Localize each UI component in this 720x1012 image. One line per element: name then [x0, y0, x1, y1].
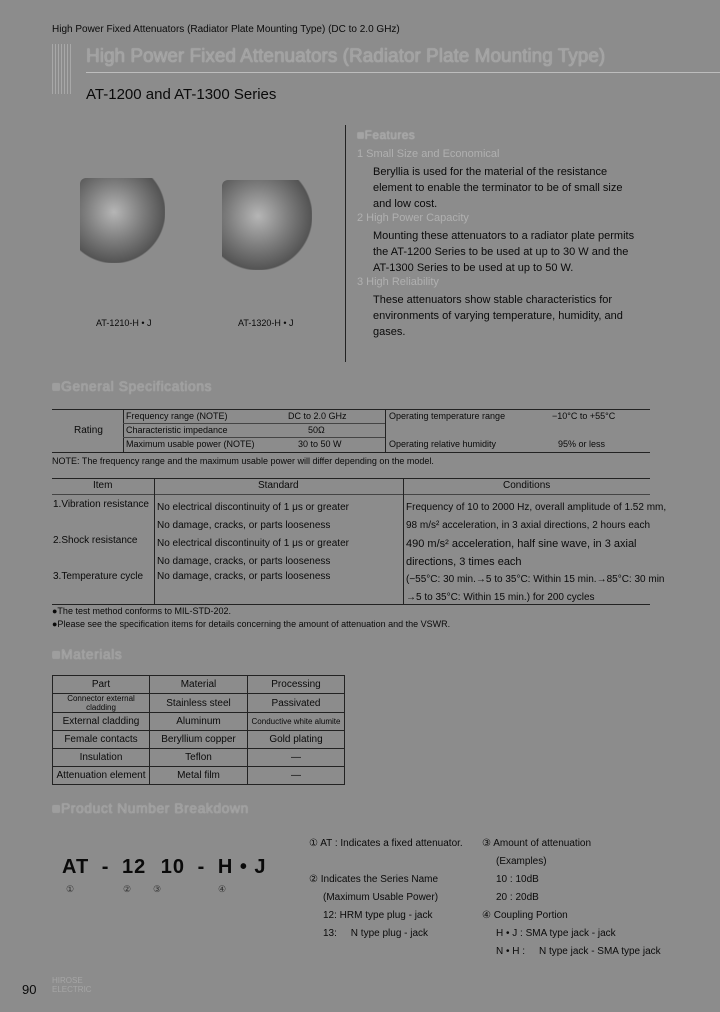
marker-3: ③ — [153, 884, 162, 894]
features-divider — [345, 125, 346, 362]
marker-4: ④ — [218, 884, 227, 894]
material-name: Aluminum — [150, 713, 248, 731]
env-standard-shock: No electrical discontinuity of 1 μs or greater No damage, cracks, or parts looseness — [157, 538, 349, 567]
env-standard-vibration: No electrical discontinuity of 1 μs or greater No damage, cracks, or parts looseness — [157, 502, 349, 531]
materials-header-processing: Processing — [248, 676, 345, 694]
table-row — [53, 749, 345, 767]
material-processing: Passivated — [248, 694, 345, 713]
list-item: ④ Coupling Portion — [482, 910, 568, 921]
env-conditions-temperature: (−55°C: 30 min.→5 to 35°C: Within 15 min.→85°C: 30 min →5 to 35°C: Within 15 min.) for 200 cycles — [406, 574, 665, 603]
brand-logo: HIROSE ELECTRIC — [52, 976, 92, 994]
list-item: ③ Amount of attenuation — [482, 838, 592, 849]
env-conditions-vibration: Frequency of 10 to 2000 Hz, overall amplitude of 1.52 mm, 98 m/s² acceleration, in 3 axial directions, 2 hours each — [406, 502, 667, 531]
material-name: Metal film — [150, 767, 248, 785]
spec-row-rule-1 — [123, 423, 385, 424]
part-number — [62, 856, 267, 879]
series-title: AT-1200 and AT-1300 Series — [86, 86, 277, 103]
spec-value-power: 30 to 50 W — [298, 439, 342, 449]
materials-header-part: Part — [53, 676, 150, 694]
spec-note: NOTE: The frequency range and the maximum usable power will differ depending on the model. — [52, 456, 434, 466]
env-top-rule — [52, 478, 650, 479]
material-processing: Gold plating — [248, 731, 345, 749]
table-row — [53, 731, 345, 749]
material-part: Attenuation element — [53, 767, 150, 785]
env-header-conditions: Conditions — [503, 480, 551, 491]
breakdown-left-list — [309, 835, 463, 943]
title-side-bar — [52, 44, 72, 94]
part-attenuation: 10 — [160, 856, 186, 878]
material-part: External cladding — [53, 713, 150, 731]
spec-bottom-rule — [52, 452, 650, 453]
breakdown-heading: ■Product Number Breakdown — [52, 800, 249, 816]
materials-header-row — [53, 676, 345, 694]
spec-top-rule — [52, 409, 650, 410]
material-processing: — — [248, 749, 345, 767]
env-conditions-shock: 490 m/s² acceleration, half sine wave, in 3 axial directions, 3 times each — [406, 538, 637, 568]
marker-2: ② — [123, 884, 132, 894]
list-item: N • H : N type jack - SMA type jack — [496, 946, 661, 957]
env-item-temperature: 3.Temperature cycle — [53, 571, 144, 582]
table-row — [53, 694, 345, 713]
feature-1-body: Beryllia is used for the material of the resistance element to enable the terminator to be of small size and low cost. — [373, 166, 623, 210]
spec-value-impedance: 50Ω — [308, 425, 325, 435]
title-rule — [86, 72, 720, 73]
list-item: (Maximum Usable Power) — [323, 892, 439, 903]
spec-row-rule-2 — [123, 437, 385, 438]
list-item: 10 : 10dB — [496, 874, 539, 885]
spec-label-power: Maximum usable power (NOTE) — [126, 439, 255, 449]
list-item: H • J : SMA type jack - jack — [496, 928, 616, 939]
attenuator-photo-1 — [80, 178, 165, 263]
list-item: ② Indicates the Series Name — [309, 874, 439, 885]
list-item: 12: HRM type plug - jack — [323, 910, 433, 921]
part-dash: - — [197, 856, 206, 878]
part-series-code: 12 — [121, 856, 147, 878]
features-heading: ■Features — [357, 128, 416, 142]
list-item: ① AT : Indicates a fixed attenuator. — [309, 838, 463, 849]
materials-header-material: Material — [150, 676, 248, 694]
table-row — [53, 713, 345, 731]
feature-1-title: 1 Small Size and Economical — [357, 148, 500, 160]
ghost-title: High Power Fixed Attenuators (Radiator Plate Mounting Type) — [86, 46, 606, 67]
env-col-rule-1 — [154, 478, 155, 604]
env-header-standard: Standard — [258, 480, 299, 491]
table-row — [53, 767, 345, 785]
breakdown-right-list — [482, 835, 661, 961]
spec-value-freq: DC to 2.0 GHz — [288, 411, 347, 421]
materials-heading: ■Materials — [52, 646, 123, 662]
part-dash: - — [101, 856, 110, 878]
env-standard-temperature: No damage, cracks, or parts looseness — [157, 571, 331, 582]
material-name: Teflon — [150, 749, 248, 767]
page-number: 90 — [22, 982, 37, 997]
list-item: (Examples) — [496, 856, 547, 867]
material-processing: Conductive white alumite — [248, 713, 345, 731]
list-item: 20 : 20dB — [496, 892, 539, 903]
material-processing: — — [248, 767, 345, 785]
material-part: Connector external cladding — [53, 694, 150, 713]
env-note-2: ●Please see the specification items for details concerning the amount of attenuation and the VSWR. — [52, 619, 451, 629]
feature-3-body: These attenuators show stable characteristics for environments of varying temperature, humidity, and gases. — [373, 294, 623, 338]
feature-2-body: Mounting these attenuators to a radiator plate permits the AT-1200 Series to be used at up to 30 W and the AT-1300 Series to be used at up to 50 W. — [373, 230, 635, 274]
spec-value-humidity: 95% or less — [558, 439, 606, 449]
running-title: High Power Fixed Attenuators (Radiator Plate Mounting Type) (DC to 2.0 GHz) — [52, 24, 400, 35]
material-part: Insulation — [53, 749, 150, 767]
part-coupling: H • J — [217, 856, 267, 878]
photo-caption-1: AT-1210-H • J — [96, 318, 152, 328]
feature-2-title: 2 High Power Capacity — [357, 212, 469, 224]
spec-label-temp: Operating temperature range — [389, 411, 506, 421]
env-item-vibration: 1.Vibration resistance — [53, 499, 149, 510]
material-part: Female contacts — [53, 731, 150, 749]
marker-1: ① — [66, 884, 75, 894]
spec-label-freq: Frequency range (NOTE) — [126, 411, 228, 421]
photo-caption-2: AT-1320-H • J — [238, 318, 294, 328]
spec-col-rule-2 — [385, 409, 386, 453]
attenuator-photo-2 — [222, 180, 312, 270]
spec-col-rule-1 — [123, 409, 124, 453]
spec-value-temp: −10°C to +55°C — [552, 411, 616, 421]
feature-3-title: 3 High Reliability — [357, 276, 439, 288]
material-name: Beryllium copper — [150, 731, 248, 749]
env-note-1: ●The test method conforms to MIL-STD-202. — [52, 606, 232, 616]
env-header-item: Item — [93, 480, 113, 491]
rating-label: Rating — [74, 425, 103, 436]
env-item-shock: 2.Shock resistance — [53, 535, 138, 546]
list-item: 13: N type plug - jack — [323, 928, 429, 939]
part-series-prefix: AT — [62, 856, 90, 878]
env-col-rule-2 — [403, 478, 404, 604]
spec-label-humidity: Operating relative humidity — [389, 439, 497, 449]
env-header-rule — [52, 494, 650, 495]
materials-table — [52, 675, 345, 785]
spec-label-impedance: Characteristic impedance — [126, 425, 228, 435]
general-spec-heading: ■General Specifications — [52, 378, 213, 394]
material-name: Stainless steel — [150, 694, 248, 713]
